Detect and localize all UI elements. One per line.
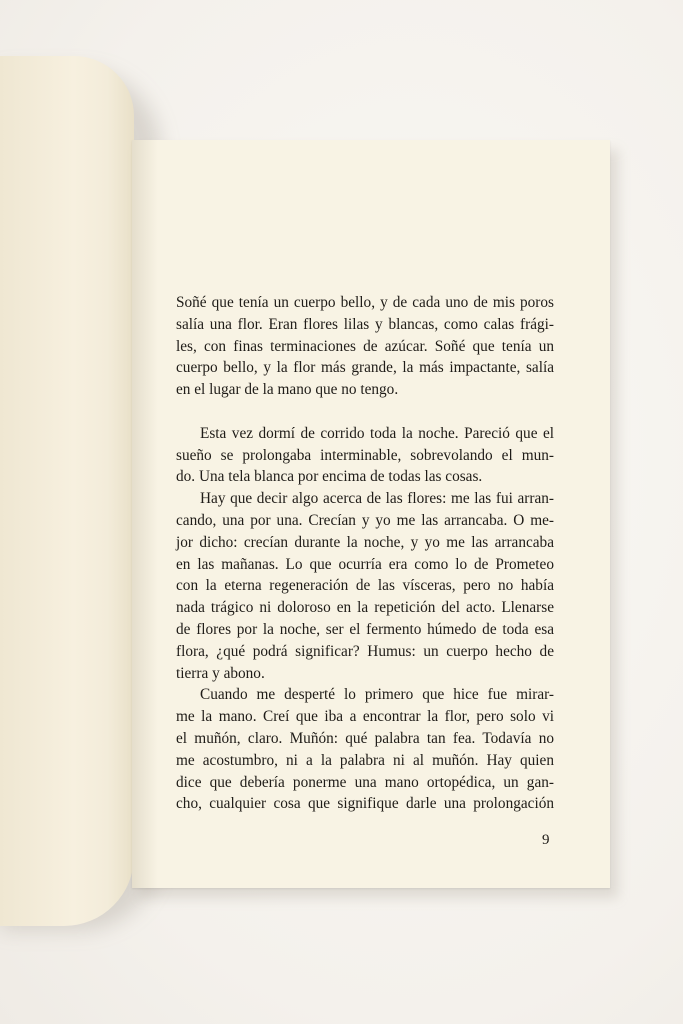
text-line: de flores por la noche, ser el fermento húmedo de toda esa xyxy=(176,620,554,638)
left-page-curl xyxy=(0,56,134,926)
text-line: nada trágico ni doloroso en la repetición del acto. Llenarse xyxy=(176,599,554,617)
text-line: cho, cualquier cosa que signifique darle una prolongación xyxy=(176,795,554,813)
text-line: sueño se prolongaba interminable, sobrevolando el mun- xyxy=(176,446,554,464)
text-line: me la mano. Creí que iba a encontrar la flor, pero solo vi xyxy=(176,708,554,726)
text-line: flora, ¿qué podrá significar? Humus: un cuerpo hecho de xyxy=(176,642,554,660)
page-text xyxy=(176,292,554,815)
text-line: con la eterna regeneración de las vísceras, pero no había xyxy=(176,577,554,595)
text-line: Esta vez dormí de corrido toda la noche. Pareció que el xyxy=(200,424,554,442)
text-line: cando, una por una. Crecían y yo me las arrancaba. O me- xyxy=(176,511,554,529)
page-gutter-shade xyxy=(132,140,158,888)
text-line: dice que debería ponerme una mano ortopédica, un gan- xyxy=(176,773,554,791)
text-line: el muñón, claro. Muñón: qué palabra tan fea. Todavía no xyxy=(176,729,554,747)
text-line: jor dicho: crecían durante la noche, y yo me las arrancaba xyxy=(176,533,554,551)
text-line: cuerpo bello, y la flor más grande, la más impactante, salía xyxy=(176,359,554,377)
text-line: Cuando me desperté lo primero que hice fue mirar- xyxy=(200,686,554,704)
text-line: salía una flor. Eran flores lilas y blancas, como calas frági- xyxy=(176,315,554,333)
text-line: Hay que decir algo acerca de las flores: me las fui arran- xyxy=(200,490,554,508)
text-line: Soñé que tenía un cuerpo bello, y de cada uno de mis poros xyxy=(176,294,554,311)
section-break xyxy=(176,401,554,423)
text-line: en el lugar de la mano que no tengo. xyxy=(176,381,399,399)
page-number: 9 xyxy=(542,832,550,848)
text-line: les, con finas terminaciones de azúcar. Soñé que tenía un xyxy=(176,337,554,355)
text-line: en las mañanas. Lo que ocurría era como lo de Prometeo xyxy=(176,555,554,573)
text-line: me acostumbro, ni a la palabra ni al muñón. Hay quien xyxy=(176,751,554,769)
text-line: do. Una tela blanca por encima de todas las cosas. xyxy=(176,468,483,486)
text-line: tierra y abono. xyxy=(176,664,265,682)
